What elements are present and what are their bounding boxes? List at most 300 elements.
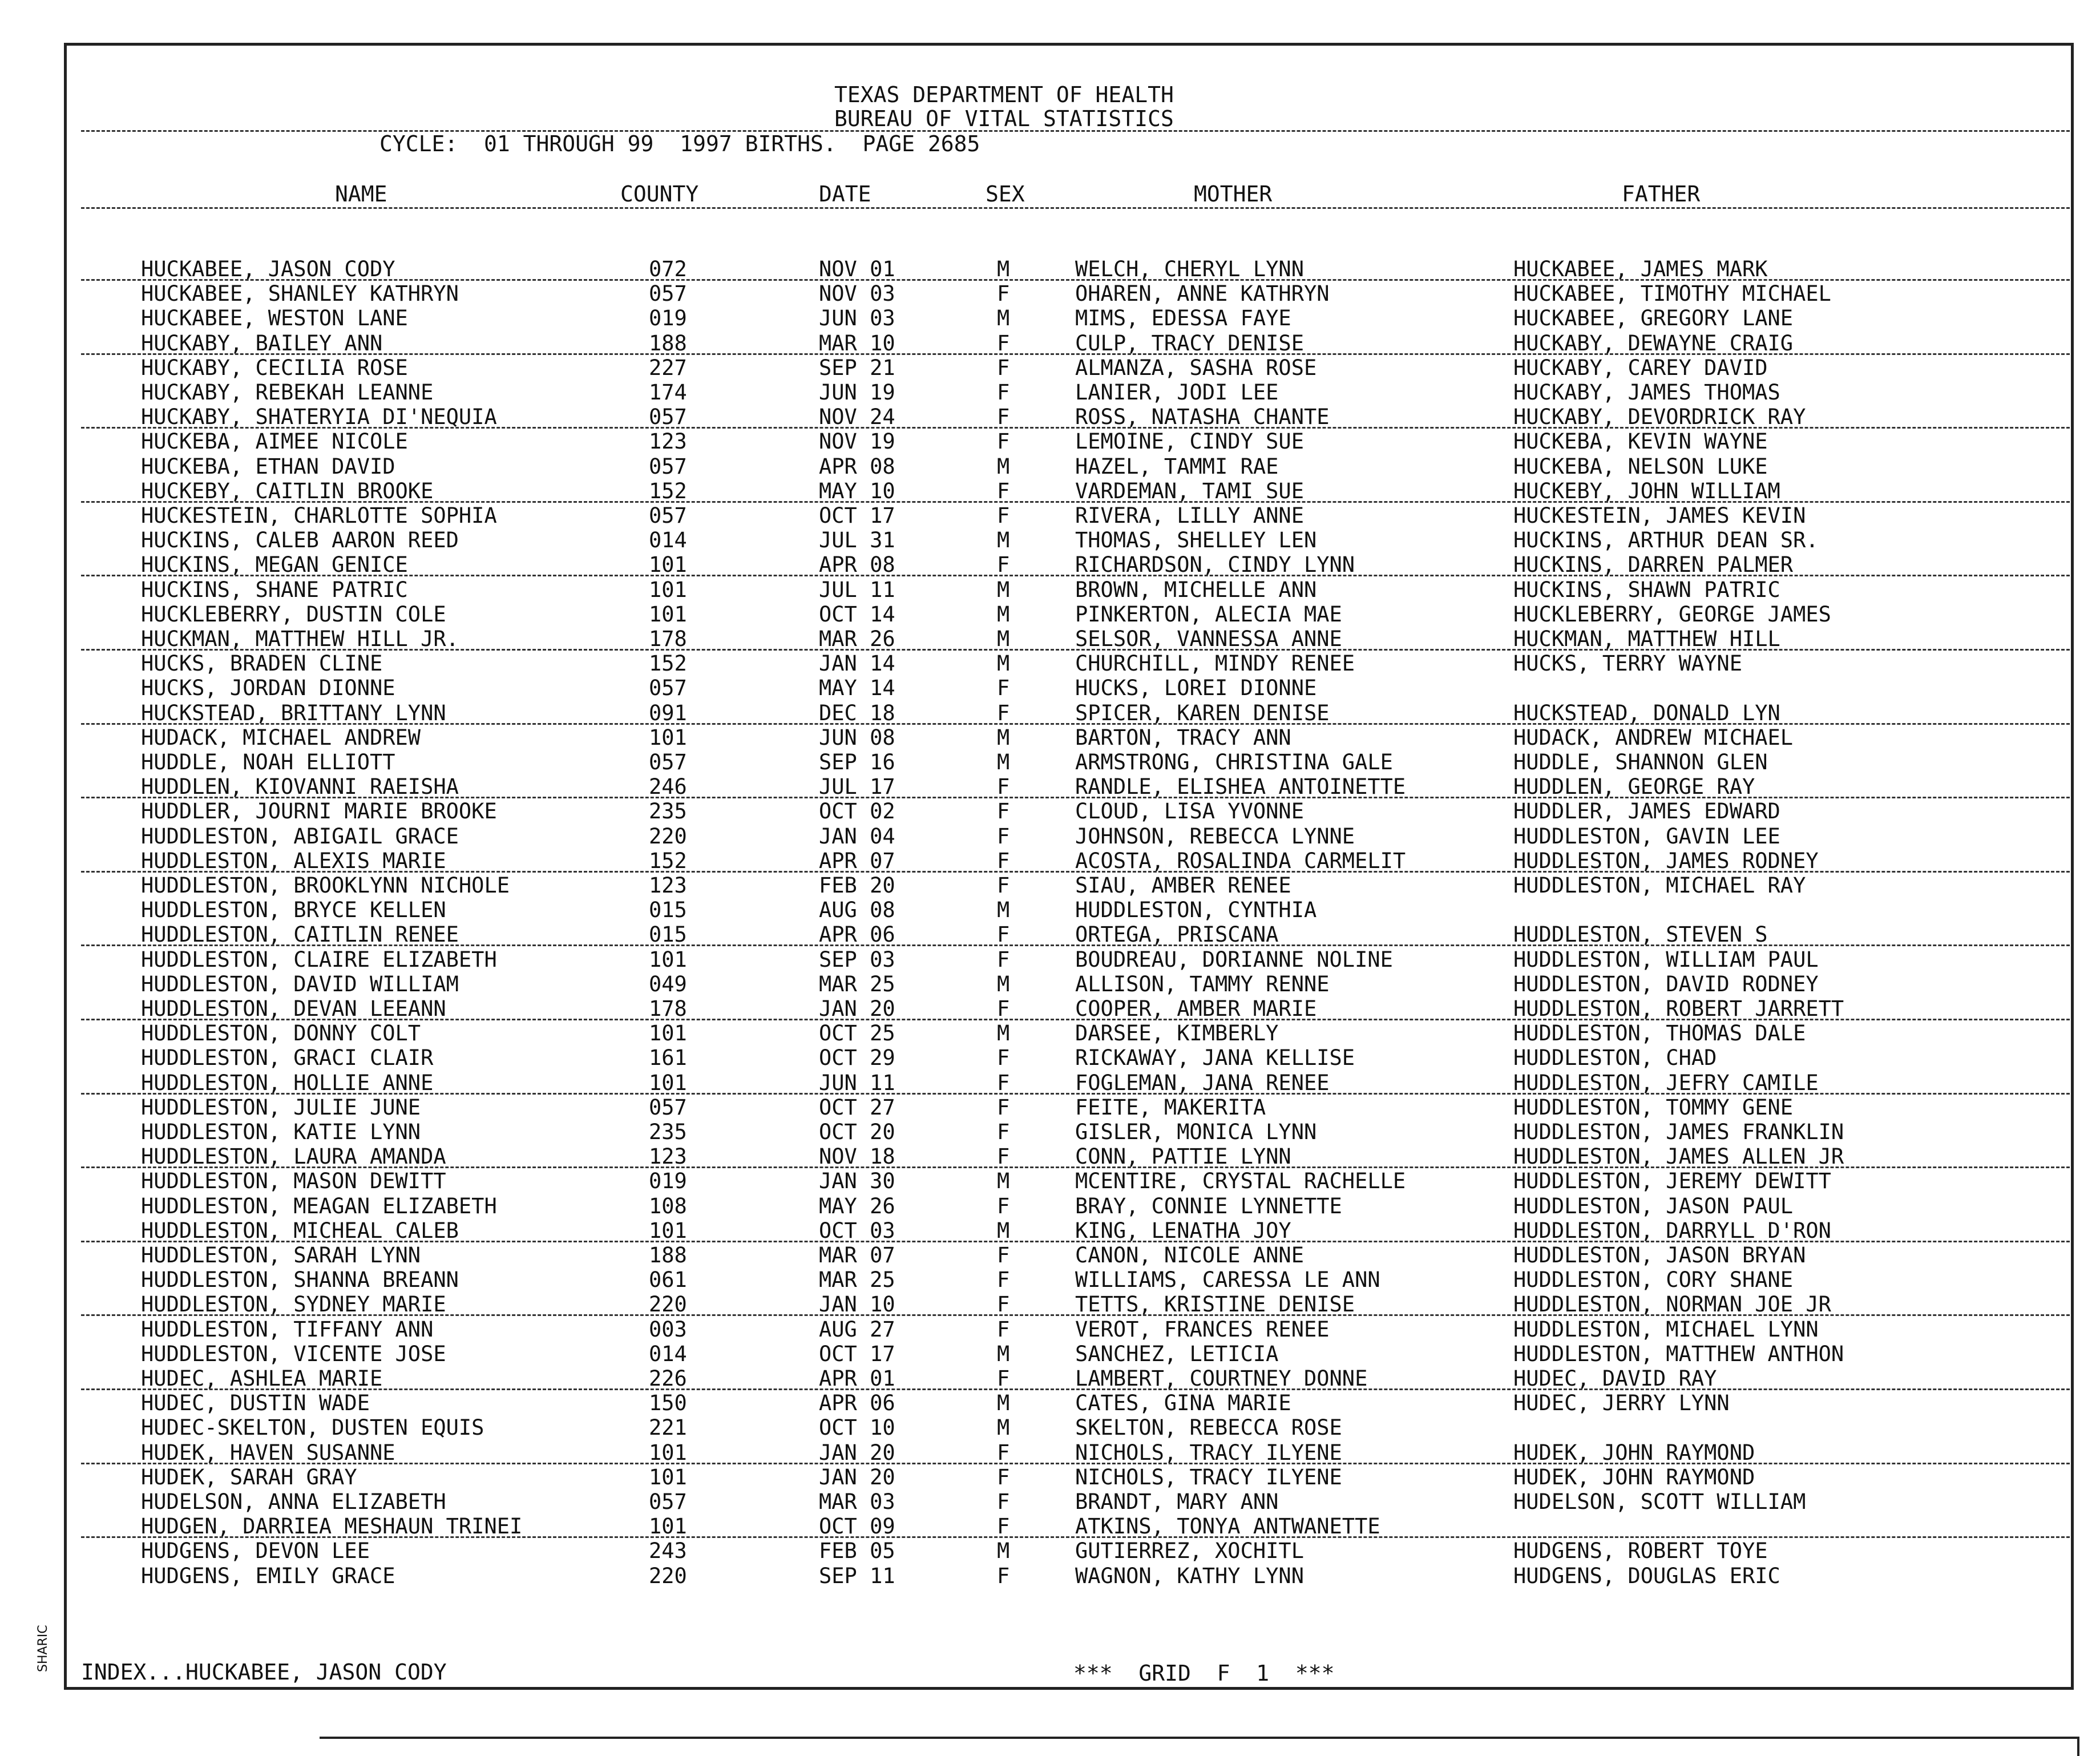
record-date: JAN 20	[819, 1440, 895, 1465]
row-separator	[81, 723, 2070, 725]
record-row	[67, 1465, 2070, 1489]
record-row	[67, 824, 2070, 849]
record-county: 152	[649, 848, 687, 873]
record-father: HUDDLESTON, MICHAEL LYNN	[1513, 1317, 1819, 1342]
record-row	[67, 1564, 2070, 1588]
record-father: HUDDLE, SHANNON GLEN	[1513, 750, 1768, 774]
record-name: HUDDLESTON, VICENTE JOSE	[141, 1341, 446, 1366]
record-mother: RANDLE, ELISHEA ANTOINETTE	[1075, 774, 1406, 800]
record-sex: F	[997, 552, 1010, 578]
record-date: MAY 10	[819, 478, 895, 503]
record-date: MAR 26	[819, 627, 895, 651]
record-row	[67, 528, 2070, 552]
record-name: HUDEK, SARAH GRAY	[141, 1464, 357, 1489]
record-county: 101	[649, 602, 687, 627]
record-mother: SELSOR, VANNESSA ANNE	[1075, 627, 1342, 651]
record-row	[67, 651, 2070, 676]
record-sex: F	[997, 429, 1010, 454]
row-separator	[81, 353, 2070, 355]
record-row	[67, 1144, 2070, 1169]
row-separator	[81, 427, 2070, 429]
row-separator	[81, 1314, 2070, 1316]
record-sex: M	[997, 1341, 1010, 1366]
row-separator	[81, 944, 2070, 946]
record-name: HUDDLESTON, DEVAN LEEANN	[141, 996, 446, 1021]
record-mother: CANON, NICOLE ANNE	[1075, 1243, 1304, 1267]
record-row	[67, 1267, 2070, 1292]
record-father: HUDEC, DAVID RAY	[1513, 1366, 1717, 1391]
record-row	[67, 331, 2070, 356]
record-name: HUDDLESTON, ALEXIS MARIE	[141, 848, 446, 873]
record-mother: WAGNON, KATHY LYNN	[1075, 1563, 1304, 1588]
record-date: OCT 10	[819, 1415, 895, 1440]
record-county: 101	[649, 577, 687, 602]
record-sex: M	[997, 651, 1010, 676]
record-name: HUDDLEN, KIOVANNI RAEISHA	[141, 774, 459, 800]
record-name: HUDDLESTON, CAITLIN RENEE	[141, 922, 459, 947]
agency-title: TEXAS DEPARTMENT OF HEALTH	[834, 82, 1174, 107]
record-father: HUDDLESTON, TOMMY GENE	[1513, 1095, 1794, 1120]
record-sex: F	[997, 380, 1010, 405]
record-father: HUDDLESTON, DAVID RODNEY	[1513, 971, 1819, 996]
record-row	[67, 922, 2070, 947]
record-sex: M	[997, 971, 1010, 996]
record-sex: M	[997, 257, 1010, 281]
record-sex: F	[997, 922, 1010, 947]
record-county: 243	[649, 1539, 687, 1564]
record-mother: DARSEE, KIMBERLY	[1075, 1021, 1279, 1046]
record-county: 101	[649, 1440, 687, 1465]
record-name: HUDEK, HAVEN SUSANNE	[141, 1440, 395, 1465]
grid-label: *** GRID F 1 ***	[1073, 1661, 1335, 1686]
record-sex: F	[997, 848, 1010, 873]
record-father: HUDDLESTON, JASON BRYAN	[1513, 1243, 1806, 1267]
record-row	[67, 1120, 2070, 1144]
record-name: HUCKSTEAD, BRITTANY LYNN	[141, 700, 446, 725]
record-father: HUDGENS, ROBERT TOYE	[1513, 1539, 1768, 1564]
record-name: HUDDLESTON, BROOKLYNN NICHOLE	[141, 873, 510, 898]
record-county: 057	[649, 454, 687, 479]
record-date: DEC 18	[819, 700, 895, 725]
record-date: APR 06	[819, 1391, 895, 1416]
record-father: HUDDLEN, GEORGE RAY	[1513, 774, 1755, 800]
record-date: SEP 21	[819, 355, 895, 380]
record-county: 188	[649, 330, 687, 356]
record-sex: F	[997, 700, 1010, 725]
record-date: JUN 19	[819, 380, 895, 405]
record-mother: VARDEMAN, TAMI SUE	[1075, 478, 1304, 503]
record-name: HUCKEBY, CAITLIN BROOKE	[141, 478, 434, 503]
record-row	[67, 1218, 2070, 1243]
record-county: 101	[649, 1464, 687, 1489]
record-name: HUCKEBA, AIMEE NICOLE	[141, 429, 408, 454]
record-date: OCT 25	[819, 1021, 895, 1046]
record-date: JAN 20	[819, 996, 895, 1021]
record-county: 101	[649, 725, 687, 750]
record-father: HUCKLEBERRY, GEORGE JAMES	[1513, 602, 1831, 627]
record-county: 003	[649, 1317, 687, 1342]
record-county: 057	[649, 1095, 687, 1120]
record-date: MAY 26	[819, 1193, 895, 1218]
record-row	[67, 1489, 2070, 1514]
record-name: HUCKABY, BAILEY ANN	[141, 330, 383, 356]
record-name: HUDDLE, NOAH ELLIOTT	[141, 750, 395, 774]
record-name: HUDDLESTON, DAVID WILLIAM	[141, 971, 459, 996]
record-name: HUDGENS, EMILY GRACE	[141, 1563, 395, 1588]
document-frame	[64, 43, 2074, 1690]
record-father: HUDDLESTON, MATTHEW ANTHON	[1513, 1341, 1844, 1366]
record-mother: LEMOINE, CINDY SUE	[1075, 429, 1304, 454]
record-date: OCT 03	[819, 1218, 895, 1243]
record-father: HUDDLESTON, JAMES RODNEY	[1513, 848, 1819, 873]
record-row	[67, 380, 2070, 405]
record-mother: CATES, GINA MARIE	[1075, 1391, 1291, 1416]
record-county: 101	[649, 1070, 687, 1095]
record-county: 227	[649, 355, 687, 380]
record-sex: F	[997, 281, 1010, 306]
record-sex: M	[997, 454, 1010, 479]
record-date: APR 06	[819, 922, 895, 947]
record-date: JUN 08	[819, 725, 895, 750]
record-county: 049	[649, 971, 687, 996]
record-name: HUCKS, JORDAN DIONNE	[141, 676, 395, 701]
record-name: HUCKINS, MEGAN GENICE	[141, 552, 408, 578]
record-mother: CLOUD, LISA YVONNE	[1075, 799, 1304, 824]
record-date: JUN 11	[819, 1070, 895, 1095]
record-father: HUCKINS, ARTHUR DEAN SR.	[1513, 528, 1819, 553]
cycle-line: CYCLE: 01 THROUGH 99 1997 BIRTHS. PAGE 2685	[379, 131, 980, 156]
record-father: HUCKMAN, MATTHEW HILL	[1513, 627, 1780, 651]
record-date: APR 01	[819, 1366, 895, 1391]
record-father: HUDDLESTON, JEREMY DEWITT	[1513, 1169, 1831, 1194]
record-mother: PINKERTON, ALECIA MAE	[1075, 602, 1342, 627]
record-county: 221	[649, 1415, 687, 1440]
record-sex: M	[997, 1218, 1010, 1243]
record-sex: F	[997, 1045, 1010, 1071]
record-mother: WELCH, CHERYL LYNN	[1075, 257, 1304, 281]
record-row	[67, 898, 2070, 922]
record-county: 161	[649, 1045, 687, 1071]
record-sex: M	[997, 602, 1010, 627]
record-mother: RIVERA, LILLY ANNE	[1075, 503, 1304, 528]
record-sex: F	[997, 1144, 1010, 1169]
record-county: 015	[649, 898, 687, 923]
record-sex: M	[997, 1415, 1010, 1440]
record-date: SEP 16	[819, 750, 895, 774]
record-row	[67, 1440, 2070, 1465]
record-row	[67, 947, 2070, 972]
record-date: OCT 17	[819, 503, 895, 528]
record-name: HUDDLESTON, ABIGAIL GRACE	[141, 823, 459, 849]
record-sex: F	[997, 1095, 1010, 1120]
record-name: HUCKESTEIN, CHARLOTTE SOPHIA	[141, 503, 497, 528]
record-father: HUDDLESTON, ROBERT JARRETT	[1513, 996, 1844, 1021]
record-row	[67, 602, 2070, 627]
record-row	[67, 578, 2070, 602]
record-name: HUCKINS, CALEB AARON REED	[141, 528, 459, 553]
record-county: 235	[649, 799, 687, 824]
record-sex: M	[997, 306, 1010, 331]
record-sex: M	[997, 528, 1010, 553]
record-sex: F	[997, 823, 1010, 849]
record-name: HUDDLESTON, SARAH LYNN	[141, 1243, 421, 1267]
row-separator	[81, 649, 2070, 651]
record-date: MAR 10	[819, 330, 895, 356]
record-mother: THOMAS, SHELLEY LEN	[1075, 528, 1317, 553]
record-county: 101	[649, 1021, 687, 1046]
record-row	[67, 1021, 2070, 1045]
record-sex: F	[997, 947, 1010, 972]
column-header-rule	[81, 207, 2070, 209]
record-county: 174	[649, 380, 687, 405]
record-father: HUCKSTEAD, DONALD LYN	[1513, 700, 1780, 725]
record-date: MAR 25	[819, 971, 895, 996]
col-header-date: DATE	[819, 181, 871, 207]
record-county: 246	[649, 774, 687, 800]
record-date: JUL 11	[819, 577, 895, 602]
record-sex: M	[997, 627, 1010, 651]
record-father: HUDDLESTON, CHAD	[1513, 1045, 1717, 1071]
record-row	[67, 1391, 2070, 1415]
record-mother: MIMS, EDESSA FAYE	[1075, 306, 1291, 331]
record-father: HUCKABY, CAREY DAVID	[1513, 355, 1768, 380]
record-sex: M	[997, 1539, 1010, 1564]
record-name: HUCKABEE, WESTON LANE	[141, 306, 408, 331]
row-separator	[81, 501, 2070, 503]
record-father: HUCKEBY, JOHN WILLIAM	[1513, 478, 1780, 503]
record-row	[67, 479, 2070, 503]
record-name: HUDDLESTON, HOLLIE ANNE	[141, 1070, 434, 1095]
record-mother: ORTEGA, PRISCANA	[1075, 922, 1279, 947]
record-date: APR 07	[819, 848, 895, 873]
record-mother: RICKAWAY, JANA KELLISE	[1075, 1045, 1355, 1071]
record-sex: M	[997, 750, 1010, 774]
record-father: HUDEK, JOHN RAYMOND	[1513, 1440, 1755, 1465]
record-county: 057	[649, 750, 687, 774]
record-name: HUCKMAN, MATTHEW HILL JR.	[141, 627, 459, 651]
record-row	[67, 1243, 2070, 1267]
record-row	[67, 1095, 2070, 1120]
record-mother: SPICER, KAREN DENISE	[1075, 700, 1330, 725]
record-county: 220	[649, 823, 687, 849]
row-separator	[81, 1166, 2070, 1168]
record-date: APR 08	[819, 454, 895, 479]
record-row	[67, 1071, 2070, 1095]
record-mother: ROSS, NATASHA CHANTE	[1075, 405, 1330, 430]
record-sex: M	[997, 1021, 1010, 1046]
record-father: HUCKEBA, NELSON LUKE	[1513, 454, 1768, 479]
record-date: SEP 03	[819, 947, 895, 972]
record-sex: F	[997, 1292, 1010, 1317]
record-county: 019	[649, 1169, 687, 1194]
record-mother: FEITE, MAKERITA	[1075, 1095, 1266, 1120]
record-father: HUDDLESTON, JAMES FRANKLIN	[1513, 1120, 1844, 1144]
record-sex: F	[997, 355, 1010, 380]
record-county: 057	[649, 676, 687, 701]
record-date: JAN 04	[819, 823, 895, 849]
record-name: HUCKINS, SHANE PATRIC	[141, 577, 408, 602]
record-father: HUDDLESTON, STEVEN S	[1513, 922, 1768, 947]
record-date: JUN 03	[819, 306, 895, 331]
record-row	[67, 257, 2070, 281]
record-name: HUDDLESTON, MASON DEWITT	[141, 1169, 446, 1194]
record-mother: ATKINS, TONYA ANTWANETTE	[1075, 1514, 1380, 1539]
record-mother: SIAU, AMBER RENEE	[1075, 873, 1291, 898]
record-date: MAR 07	[819, 1243, 895, 1267]
record-sex: M	[997, 898, 1010, 923]
col-header-county: COUNTY	[620, 181, 699, 207]
record-date: FEB 05	[819, 1539, 895, 1564]
record-sex: F	[997, 1243, 1010, 1267]
record-mother: FOGLEMAN, JANA RENEE	[1075, 1070, 1330, 1095]
record-mother: BRANDT, MARY ANN	[1075, 1489, 1279, 1514]
record-date: OCT 27	[819, 1095, 895, 1120]
record-name: HUDEC, ASHLEA MARIE	[141, 1366, 383, 1391]
record-county: 123	[649, 873, 687, 898]
record-mother: BARTON, TRACY ANN	[1075, 725, 1291, 750]
record-county: 014	[649, 528, 687, 553]
record-county: 220	[649, 1292, 687, 1317]
record-county: 188	[649, 1243, 687, 1267]
record-mother: CULP, TRACY DENISE	[1075, 330, 1304, 356]
record-mother: GUTIERREZ, XOCHITL	[1075, 1539, 1304, 1564]
col-header-name: NAME	[335, 181, 387, 207]
record-mother: MCENTIRE, CRYSTAL RACHELLE	[1075, 1169, 1406, 1194]
record-row	[67, 552, 2070, 577]
record-sex: F	[997, 1366, 1010, 1391]
record-father: HUDDLESTON, THOMAS DALE	[1513, 1021, 1806, 1046]
record-father: HUDEC, JERRY LYNN	[1513, 1391, 1730, 1416]
col-header-sex: SEX	[986, 181, 1025, 207]
record-name: HUDELSON, ANNA ELIZABETH	[141, 1489, 446, 1514]
record-date: AUG 27	[819, 1317, 895, 1342]
record-county: 178	[649, 627, 687, 651]
record-mother: CHURCHILL, MINDY RENEE	[1075, 651, 1355, 676]
record-row	[67, 1342, 2070, 1366]
record-sex: F	[997, 1317, 1010, 1342]
record-name: HUDDLESTON, JULIE JUNE	[141, 1095, 421, 1120]
record-row	[67, 405, 2070, 429]
row-separator	[81, 1463, 2070, 1464]
record-county: 226	[649, 1366, 687, 1391]
record-row	[67, 676, 2070, 700]
record-sex: F	[997, 1120, 1010, 1144]
row-separator	[81, 279, 2070, 281]
record-row	[67, 1366, 2070, 1391]
record-date: JAN 14	[819, 651, 895, 676]
record-name: HUCKEBA, ETHAN DAVID	[141, 454, 395, 479]
record-name: HUCKABY, CECILIA ROSE	[141, 355, 408, 380]
record-county: 101	[649, 1218, 687, 1243]
record-sex: F	[997, 1464, 1010, 1489]
row-separator	[81, 1241, 2070, 1242]
record-row	[67, 627, 2070, 651]
record-row	[67, 996, 2070, 1021]
record-county: 150	[649, 1391, 687, 1416]
record-mother: CONN, PATTIE LYNN	[1075, 1144, 1291, 1169]
row-separator	[81, 1093, 2070, 1095]
record-mother: NICHOLS, TRACY ILYENE	[1075, 1440, 1342, 1465]
record-sex: F	[997, 1193, 1010, 1218]
record-row	[67, 972, 2070, 996]
record-date: OCT 09	[819, 1514, 895, 1539]
record-row	[67, 1317, 2070, 1342]
record-sex: F	[997, 676, 1010, 701]
record-sex: F	[997, 1563, 1010, 1588]
record-father: HUDGENS, DOUGLAS ERIC	[1513, 1563, 1780, 1588]
record-mother: LAMBERT, COURTNEY DONNE	[1075, 1366, 1368, 1391]
record-county: 152	[649, 478, 687, 503]
record-date: NOV 19	[819, 429, 895, 454]
record-sex: M	[997, 1169, 1010, 1194]
record-father: HUDEK, JOHN RAYMOND	[1513, 1464, 1755, 1489]
record-county: 091	[649, 700, 687, 725]
record-father: HUDDLESTON, JEFRY CAMILE	[1513, 1070, 1819, 1095]
record-father: HUDELSON, SCOTT WILLIAM	[1513, 1489, 1806, 1514]
record-mother: ALLISON, TAMMY RENNE	[1075, 971, 1330, 996]
record-name: HUCKLEBERRY, DUSTIN COLE	[141, 602, 446, 627]
record-name: HUCKABEE, JASON CODY	[141, 257, 395, 281]
record-county: 015	[649, 922, 687, 947]
record-name: HUDACK, MICHAEL ANDREW	[141, 725, 421, 750]
record-sex: M	[997, 725, 1010, 750]
record-date: OCT 14	[819, 602, 895, 627]
record-name: HUCKABY, REBEKAH LEANNE	[141, 380, 434, 405]
record-mother: JOHNSON, REBECCA LYNNE	[1075, 823, 1355, 849]
record-row	[67, 725, 2070, 750]
record-date: NOV 03	[819, 281, 895, 306]
record-sex: F	[997, 799, 1010, 824]
record-father: HUCKABEE, JAMES MARK	[1513, 257, 1768, 281]
record-date: OCT 17	[819, 1341, 895, 1366]
record-mother: TETTS, KRISTINE DENISE	[1075, 1292, 1355, 1317]
record-name: HUDDLER, JOURNI MARIE BROOKE	[141, 799, 497, 824]
record-father: HUCKINS, SHAWN PATRIC	[1513, 577, 1780, 602]
record-mother: KING, LENATHA JOY	[1075, 1218, 1291, 1243]
record-row	[67, 1194, 2070, 1218]
record-sex: F	[997, 330, 1010, 356]
record-name: HUDDLESTON, KATIE LYNN	[141, 1120, 421, 1144]
record-father: HUDDLESTON, MICHAEL RAY	[1513, 873, 1806, 898]
record-father: HUCKABY, DEVORDRICK RAY	[1513, 405, 1806, 430]
record-mother: SANCHEZ, LETICIA	[1075, 1341, 1279, 1366]
record-county: 101	[649, 1514, 687, 1539]
record-date: MAR 03	[819, 1489, 895, 1514]
record-county: 072	[649, 257, 687, 281]
record-date: JAN 10	[819, 1292, 895, 1317]
record-row	[67, 774, 2070, 799]
record-name: HUCKABY, SHATERYIA DI'NEQUIA	[141, 405, 497, 430]
record-county: 235	[649, 1120, 687, 1144]
record-father: HUCKESTEIN, JAMES KEVIN	[1513, 503, 1806, 528]
record-father: HUDDLESTON, JASON PAUL	[1513, 1193, 1794, 1218]
record-sex: F	[997, 1070, 1010, 1095]
record-father: HUCKABY, JAMES THOMAS	[1513, 380, 1780, 405]
record-name: HUDEC-SKELTON, DUSTEN EQUIS	[141, 1415, 484, 1440]
record-row	[67, 1539, 2070, 1563]
record-father: HUDACK, ANDREW MICHAEL	[1513, 725, 1794, 750]
col-header-father: FATHER	[1622, 181, 1701, 207]
record-date: SEP 11	[819, 1563, 895, 1588]
record-row	[67, 281, 2070, 306]
record-sex: F	[997, 503, 1010, 528]
record-county: 019	[649, 306, 687, 331]
record-county: 057	[649, 503, 687, 528]
record-mother: NICHOLS, TRACY ILYENE	[1075, 1464, 1342, 1489]
record-sex: F	[997, 478, 1010, 503]
record-name: HUDDLESTON, SYDNEY MARIE	[141, 1292, 446, 1317]
record-sex: F	[997, 774, 1010, 800]
